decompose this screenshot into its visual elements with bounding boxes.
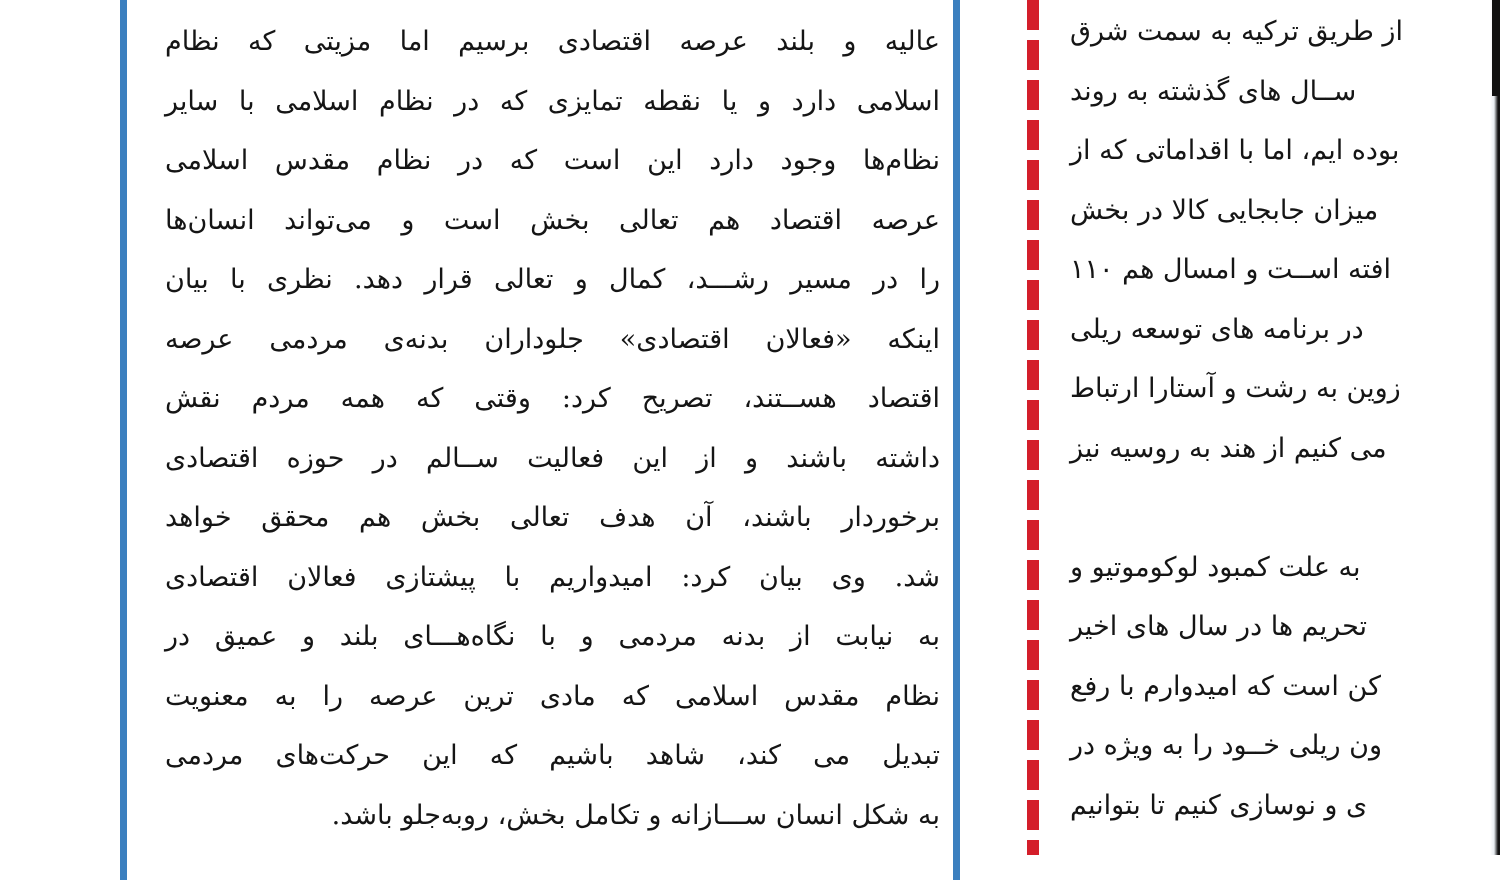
article-line: تبدیل می کند، شاهد باشیم که این حرکت‌های مردمی [165, 740, 940, 771]
article-line: داشته باشند و از این فعالیت ســالم در حوزه اقتصادی [165, 442, 940, 474]
right-line: به علت کمبود لوکوموتیو و [1070, 551, 1361, 583]
paragraph-gap [1070, 478, 1500, 538]
page-edge-bar [1490, 0, 1500, 855]
right-line: ی و نوسازی کنیم تا بتوانیم [1070, 789, 1368, 821]
right-line: افته اســت و امسال هم ۱۱۰ [1070, 254, 1392, 285]
article-line: اینکه «فعالان اقتصادی» جلوداران بدنه‌ی مردمی عرصه [165, 323, 940, 355]
right-line: میزان جابجایی کالا در بخش [1070, 194, 1379, 226]
right-line: کن است که امیدوارم با رفع [1070, 670, 1381, 702]
article-line: را در مسیر رشـــد، کمال و تعالی قرار دهد. نظری با بیان [165, 264, 940, 295]
right-line: می کنیم از هند به روسیه نیز [1070, 432, 1387, 464]
article-line: برخوردار باشند، آن هدف تعالی بخش هم محقق خواهد [165, 502, 940, 533]
right-line: ســال های گذشته به روند [1070, 75, 1357, 107]
article-line: عالیه و بلند عرصه اقتصادی برسیم اما مزیتی که نظام [165, 26, 940, 57]
right-line: بوده ایم، اما با اقداماتی که از [1070, 135, 1400, 166]
boxed-article-text [165, 0, 940, 845]
right-line: ون ریلی خــود را به ویژه در [1070, 730, 1383, 761]
article-line: اقتصاد هســتند، تصریح کرد: وقتی که همه مردم نقش [165, 383, 940, 414]
right-column-text [1070, 2, 1500, 835]
right-line: تحریم ها در سال های اخیر [1070, 611, 1368, 642]
article-line: عرصه اقتصاد هم تعالی بخش است و می‌تواند انسان‌ها [165, 204, 940, 236]
right-line: در برنامه های توسعه ریلی [1070, 313, 1364, 345]
article-line: نظام‌ها وجود دارد این است که در نظام مقدس اسلامی [165, 145, 940, 176]
article-line: به نیابت از بدنه مردمی و با نگاه‌هـــای بلند و عمیق در [165, 621, 940, 652]
article-line: به شکل انسان ســـازانه و تکامل بخش، روبه‌جلو باشد. [331, 799, 940, 831]
article-line: نظام مقدس اسلامی که مادی ترین عرصه را به معنویت [165, 680, 940, 712]
page-edge-bar-top [1492, 0, 1500, 96]
article-line: اسلامی دارد و یا نقطه تمایزی که در نظام اسلامی با سایر [165, 85, 940, 117]
right-column [1070, 0, 1500, 855]
right-line: از طریق ترکیه به سمت شرق [1070, 16, 1403, 47]
cropped-top-line [165, 0, 940, 12]
column-divider [1027, 0, 1039, 855]
article-line: شد. وی بیان کرد: امیدواریم با پیشتازی فعالان اقتصادی [165, 561, 940, 593]
right-line: زوین به رشت و آستارا ارتباط [1070, 373, 1401, 404]
